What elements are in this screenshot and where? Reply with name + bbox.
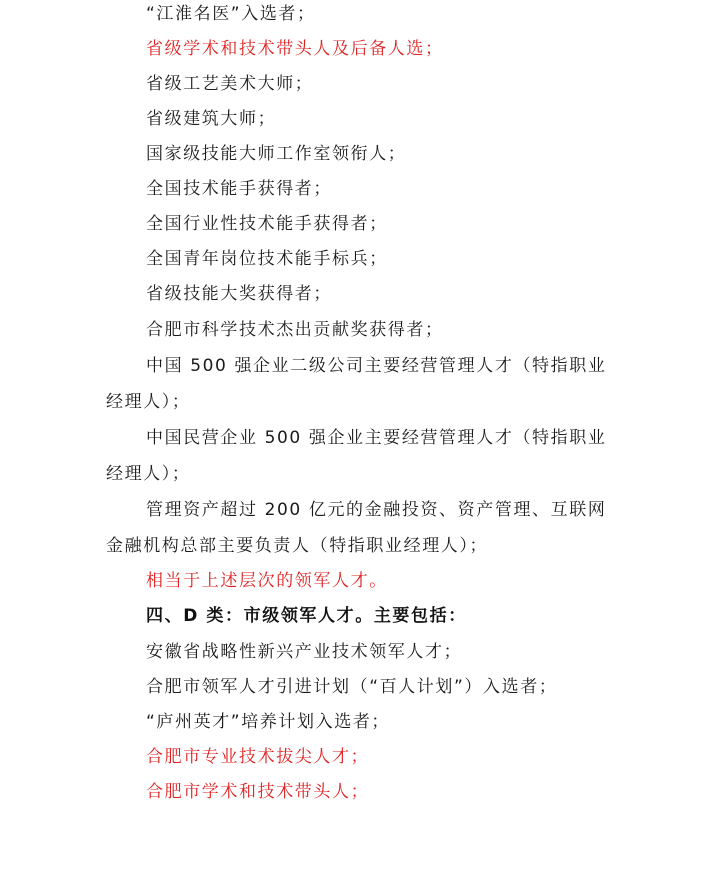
list-item-top500-managers-cont: 经理人）； (106, 392, 191, 412)
list-item-private-top500-managers: 中国民营企业 500 强企业主要经营管理人才（特指职业 (146, 428, 607, 448)
list-item-hundred-talents-plan: 合肥市领军人才引进计划（“百人计划”）入选者； (146, 677, 558, 697)
list-item-finance-executives-cont: 金融机构总部主要负责人（特指职业经理人）； (106, 536, 489, 556)
list-item-top500-managers: 中国 500 强企业二级公司主要经营管理人才（特指职业 (146, 356, 607, 376)
list-item-provincial-academic-leader: 省级学术和技术带头人及后备人选； (146, 39, 444, 59)
list-item-hefei-top-professionals: 合肥市专业技术拔尖人才； (146, 747, 370, 767)
list-item-provincial-skills-award: 省级技能大奖获得者； (146, 284, 332, 304)
list-item-crafts-master: 省级工艺美术大师； (146, 74, 314, 94)
list-item-youth-technical-model: 全国青年岗位技术能手标兵； (146, 249, 388, 269)
list-item-jianghuai-doctor: “江淮名医”入选者； (146, 4, 316, 24)
section-heading-class-d: 四、D 类：市级领军人才。主要包括： (146, 606, 467, 626)
list-item-anhui-strategic-industry: 安徽省战略性新兴产业技术领军人才； (146, 642, 463, 662)
list-item-finance-executives: 管理资产超过 200 亿元的金融投资、资产管理、互联网 (146, 500, 607, 520)
list-item-national-technical-expert: 全国技术能手获得者； (146, 179, 332, 199)
list-item-luzhou-talent-plan: “庐州英才”培养计划入选者； (146, 712, 391, 732)
list-item-equivalent-leaders: 相当于上述层次的领军人才。 (146, 571, 388, 591)
list-item-private-top500-managers-cont: 经理人）； (106, 464, 191, 484)
list-item-architecture-master: 省级建筑大师； (146, 109, 277, 129)
list-item-industry-technical-expert: 全国行业性技术能手获得者； (146, 214, 388, 234)
list-item-hefei-science-award: 合肥市科学技术杰出贡献奖获得者； (146, 320, 444, 340)
list-item-skills-master-studio: 国家级技能大师工作室领衔人； (146, 144, 407, 164)
list-item-hefei-academic-leaders: 合肥市学术和技术带头人； (146, 782, 370, 802)
